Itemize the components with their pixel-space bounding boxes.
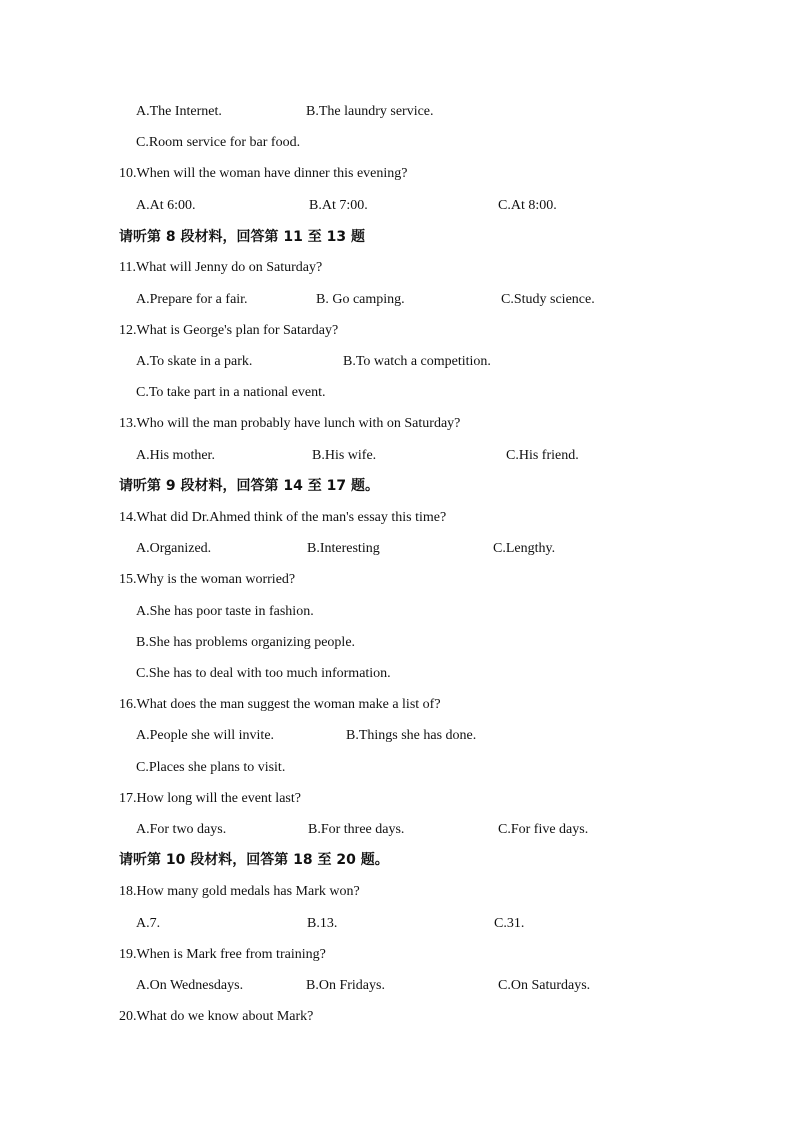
question-18: 18.How many gold medals has Mark won? <box>119 884 360 899</box>
q18-option-a: A.7. <box>136 916 161 931</box>
q15-option-a: A.She has poor taste in fashion. <box>136 604 314 619</box>
q10-option-a: A.At 6:00. <box>136 198 196 213</box>
question-14: 14.What did Dr.Ahmed think of the man's essay this time? <box>119 510 447 525</box>
q18-option-c: C.31. <box>494 916 525 931</box>
q16-option-b: B.Things she has done. <box>346 728 477 743</box>
q13-option-a: A.His mother. <box>136 448 215 463</box>
question-13: 13.Who will the man probably have lunch with on Saturday? <box>119 416 461 431</box>
q11-option-a: A.Prepare for a fair. <box>136 292 248 307</box>
q11-option-b: B. Go camping. <box>316 292 405 307</box>
q13-option-b: B.His wife. <box>312 448 377 463</box>
q9-option-a: A.The Internet. <box>136 104 222 119</box>
question-10: 10.When will the woman have dinner this evening? <box>119 166 408 181</box>
q14-option-b: B.Interesting <box>307 541 380 556</box>
q19-option-a: A.On Wednesdays. <box>136 978 244 993</box>
q19-option-c: C.On Saturdays. <box>498 978 591 993</box>
q19-option-b: B.On Fridays. <box>306 978 385 993</box>
q12-option-a: A.To skate in a park. <box>136 354 253 369</box>
q15-option-b: B.She has problems organizing people. <box>136 635 356 650</box>
q10-option-c: C.At 8:00. <box>498 198 557 213</box>
q9-option-c: C.Room service for bar food. <box>136 135 301 150</box>
question-12: 12.What is George's plan for Satarday? <box>119 323 339 338</box>
question-17: 17.How long will the event last? <box>119 791 301 806</box>
question-19: 19.When is Mark free from training? <box>119 947 326 962</box>
q14-option-c: C.Lengthy. <box>493 541 556 556</box>
q17-option-a: A.For two days. <box>136 822 227 837</box>
question-20: 20.What do we know about Mark? <box>119 1009 314 1024</box>
section-9-heading: 请听第 9 段材料，回答第 14 至 17 题。 <box>119 478 379 494</box>
q15-option-c: C.She has to deal with too much information. <box>136 666 391 681</box>
q9-option-b: B.The laundry service. <box>306 104 434 119</box>
q12-option-b: B.To watch a competition. <box>343 354 491 369</box>
q16-option-a: A.People she will invite. <box>136 728 275 743</box>
q10-option-b: B.At 7:00. <box>309 198 368 213</box>
q18-option-b: B.13. <box>307 916 338 931</box>
section-10-heading: 请听第 10 段材料，回答第 18 至 20 题。 <box>119 852 389 868</box>
q11-option-c: C.Study science. <box>501 292 595 307</box>
question-16: 16.What does the man suggest the woman make a list of? <box>119 697 441 712</box>
q17-option-b: B.For three days. <box>308 822 405 837</box>
q12-option-c: C.To take part in a national event. <box>136 385 326 400</box>
section-8-heading: 请听第 8 段材料，回答第 11 至 13 题 <box>119 229 365 245</box>
q17-option-c: C.For five days. <box>498 822 589 837</box>
q14-option-a: A.Organized. <box>136 541 212 556</box>
question-15: 15.Why is the woman worried? <box>119 572 296 587</box>
question-11: 11.What will Jenny do on Saturday? <box>119 260 323 275</box>
q16-option-c: C.Places she plans to visit. <box>136 760 286 775</box>
q13-option-c: C.His friend. <box>506 448 579 463</box>
